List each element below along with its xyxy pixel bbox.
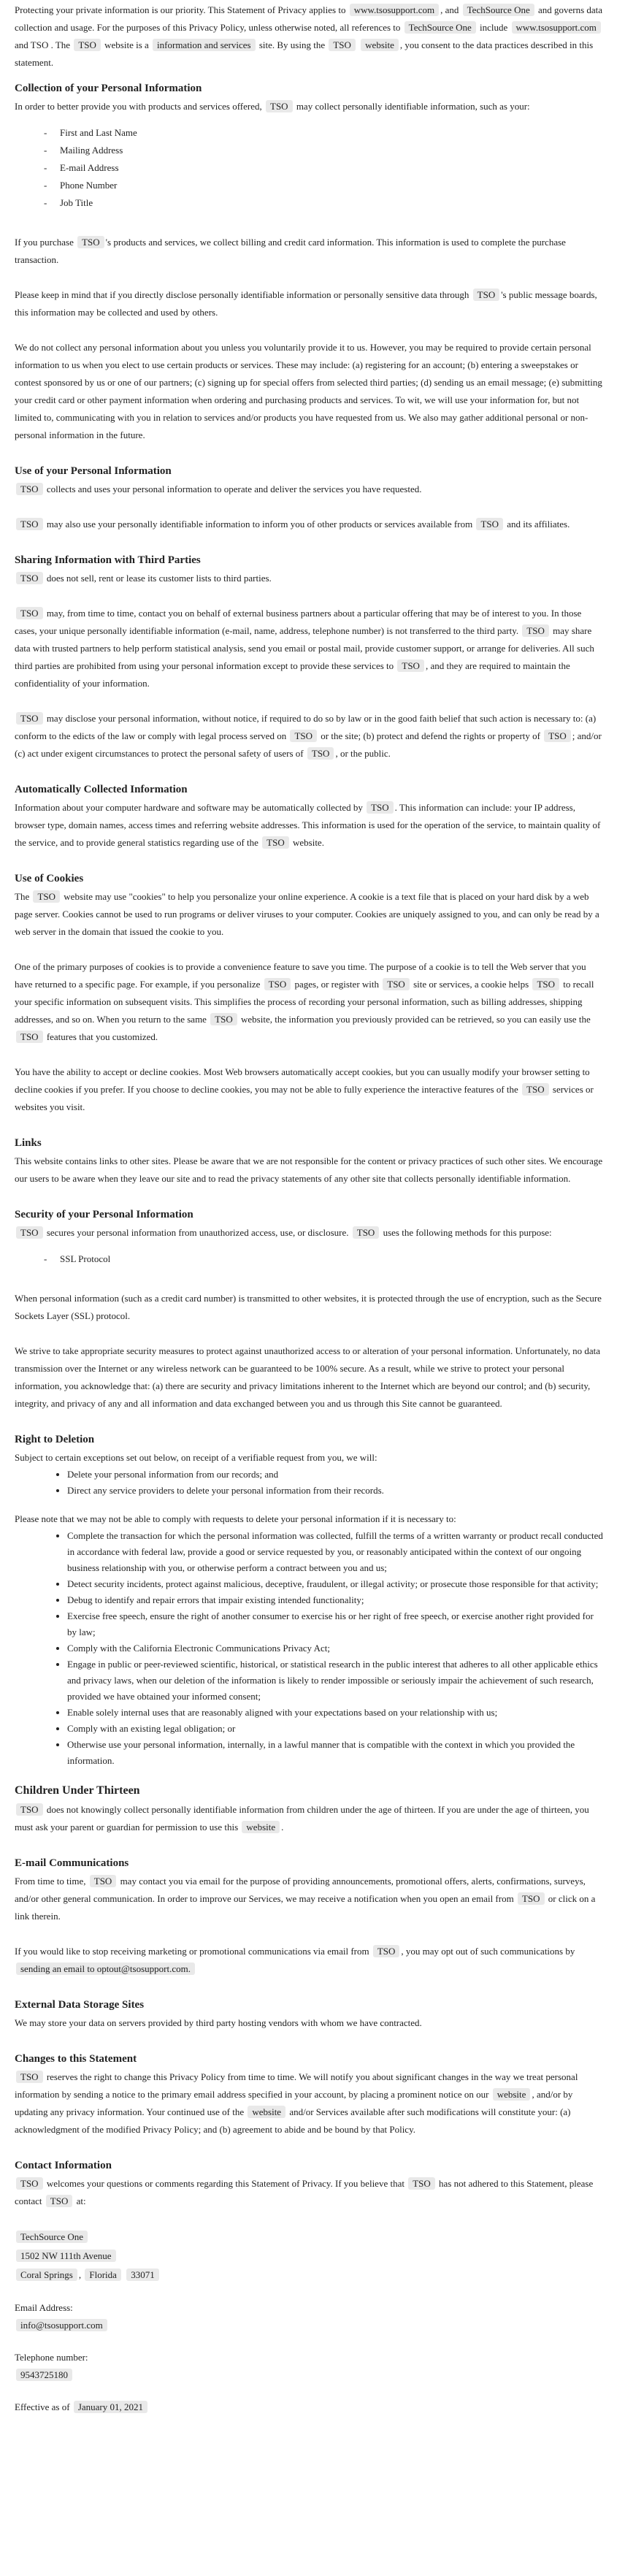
address-state: Florida [85, 2269, 121, 2281]
deletion-exceptions-list [15, 1528, 603, 1769]
site-type: information and services [153, 39, 256, 51]
purchase-text: If you purchase [15, 237, 74, 248]
list-item: • Complete the transaction for which the personal information was collected, fulfill the terms of a written warranty or product recall conducted in accordance with federal law, provide a good or service requested by you, or reasonably anticipated within the context of our ongoing business relationship with you, or otherwise perform a contract between you and us; [67, 1528, 603, 1576]
company-short: TSO [522, 1083, 549, 1096]
share-text: does not sell, rent or lease its customer lists to third parties. [46, 573, 272, 584]
cookies-text: pages, or register with [294, 979, 380, 990]
share-text: , or the public. [335, 748, 391, 759]
cookies-paragraph-1 [15, 888, 603, 941]
company-short: TSO [16, 1803, 43, 1816]
changes-text: and/or Services available after such modifications will constitute your: (a) acknowledgment of the modified Privacy Policy; and (b) agreement to abide and be bound by that Policy. [15, 2106, 571, 2135]
children-paragraph [15, 1801, 603, 1836]
security-text: uses the following methods for this purpose: [383, 1227, 552, 1238]
company-short: TSO [16, 572, 43, 584]
auto-paragraph [15, 799, 603, 852]
cookies-text: site or services, a cookie helps [413, 979, 529, 990]
links-paragraph: This website contains links to other sites. Please be aware that we are not responsible for the content or privacy practices of such other sites. We encourage our users to be aware when they leave our site and to read the privacy statements of any other site that collects personally identifiable information. [15, 1155, 603, 1184]
company-name: TechSource One [463, 4, 534, 16]
list-item: - First and Last Name [44, 124, 603, 142]
heading-email: E-mail Communications [15, 1857, 129, 1869]
cookies-text: to recall your specific information on subsequent visits. This simplifies the process of recording your personal information, such as billing addresses, shipping addresses, and so on. When you return to the same [15, 979, 594, 1025]
effective-label: Effective as of [15, 2401, 70, 2412]
heading-use: Use of your Personal Information [15, 465, 172, 477]
list-item: • Otherwise use your personal information, internally, in a lawful manner that is compatible with the context in which you provided the information. [67, 1737, 603, 1769]
address-street: 1502 NW 111th Avenue [16, 2250, 116, 2262]
heading-cookies: Use of Cookies [15, 873, 84, 884]
deletion-paragraph-1: Subject to certain exceptions set out below, on receipt of a verifiable request from you, we will: [15, 1452, 377, 1463]
heading-security: Security of your Personal Information [15, 1209, 193, 1220]
collection-text: may collect personally identifiable information, such as your: [296, 101, 530, 112]
list-item: - E-mail Address [44, 159, 603, 177]
public-text: Please keep in mind that if you directly disclose personally identifiable information or personally sensitive data through [15, 289, 469, 300]
cookies-text: website may use "cookies" to help you personalize your online experience. A cookie is a text file that is placed on your hard disk by a web page server. Cookies cannot be used to run programs or deliver viruses to your computer. Cookies are uniquely assigned to you, and can only be read by a web server in the domain that issued the cookie to you. [15, 891, 599, 937]
cookies-text: website, the information you previously provided can be retrieved, so you can easily use the [241, 1014, 591, 1025]
company-short: TSO [46, 2195, 73, 2207]
heading-changes: Changes to this Statement [15, 2053, 137, 2065]
list-item: - Phone Number [44, 177, 603, 194]
email-paragraph-1 [15, 1873, 603, 1925]
intro-text: include [480, 22, 508, 33]
site-word: website [361, 39, 399, 51]
site-word: website [493, 2088, 531, 2101]
company-short: TSO [383, 978, 410, 990]
company-name: TechSource One [404, 21, 476, 34]
children-text: does not knowingly collect personally identifiable information from children under the age of thirteen. If you are under the age of thirteen, you must ask your parent or guardian for permission to use this [15, 1804, 589, 1832]
company-short: TSO [544, 730, 571, 742]
email-text: may contact you via email for the purpose of providing announcements, promotional offers, alerts, confirmations, surveys, and/or other general communication. In order to improve our Services, we may receive a notification when you open an email from [15, 1876, 586, 1904]
security-methods-list [15, 1250, 603, 1268]
share-text: may, from time to time, contact you on behalf of external business partners about a particular offering that may be of interest to you. In those cases, your unique personally identifiable information (e-mail, name, address, telephone number) is not transferred to the third party. [15, 608, 582, 636]
list-item: • Enable solely internal uses that are reasonably aligned with your expectations based on your relationship with us; [67, 1705, 603, 1721]
contact-email: info@tsosupport.com [16, 2319, 107, 2331]
share-text: ; and/or (c) act under exigent circumstances to protect the personal safety of users of [15, 730, 602, 759]
company-short: TSO [74, 39, 101, 51]
address-city: Coral Springs [16, 2269, 77, 2281]
auto-text: website. [292, 837, 324, 848]
security-paragraph-2: When personal information (such as a credit card number) is transmitted to other websites, it is protected through the use of encryption, such as the Secure Sockets Layer (SSL) protocol. [15, 1293, 602, 1321]
list-item: • Comply with the California Electronic Communications Privacy Act; [67, 1640, 603, 1656]
auto-text: Information about your computer hardware and software may be automatically collected by [15, 802, 363, 813]
optout-email: sending an email to optout@tsosupport.com. [16, 1962, 195, 1975]
company-short: TSO [16, 1226, 43, 1239]
site-url: www.tsosupport.com [350, 4, 439, 16]
company-short: TSO [476, 518, 503, 530]
email-paragraph-2 [15, 1943, 603, 1978]
share-text: may disclose your personal information, without notice, if required to do so by law or in the good faith belief that such action is necessary to: (a) conform to the edicts of the law or comply with legal process served on [15, 713, 597, 741]
heading-sharing: Sharing Information with Third Parties [15, 554, 201, 566]
email-text: From time to time, [15, 1876, 86, 1887]
company-short: TSO [353, 1226, 380, 1239]
email-text: or click on a link therein. [15, 1893, 596, 1922]
share-text: , and they are required to maintain the confidentiality of your information. [15, 660, 570, 689]
cookies-text: services or websites you visit. [15, 1084, 594, 1112]
company-short: TSO [522, 624, 549, 637]
list-item: • Detect security incidents, protect against malicious, deceptive, fraudulent, or illegal activity; or prosecute those responsible for that activity; [67, 1576, 603, 1592]
security-paragraph-1 [15, 1224, 603, 1242]
company-short: TSO [77, 236, 104, 248]
effective-date: January 01, 2021 [74, 2401, 147, 2413]
children-text: . [281, 1822, 284, 1832]
company-short: TSO [532, 978, 559, 990]
contact-text: has not adhered to this Statement, please contact [15, 2178, 594, 2206]
heading-auto-collected: Automatically Collected Information [15, 784, 188, 795]
heading-children: Children Under Thirteen [15, 1784, 140, 1797]
use-text: and its affiliates. [507, 519, 570, 530]
contact-paragraph [15, 2175, 603, 2210]
share-text: or the site; (b) protect and defend the rights or property of [321, 730, 540, 741]
list-item: - Job Title [44, 194, 603, 212]
collection-list [15, 124, 603, 212]
company-short: TSO [264, 978, 291, 990]
company-short: TSO [16, 483, 43, 495]
changes-text: reserves the right to change this Privacy Policy from time to time. We will notify you about significant changes in the way we treat personal information by sending a notice to the primary email address specified in your account, by placing a prominent notice on our [15, 2071, 578, 2100]
company-short: TSO [16, 1031, 43, 1043]
list-item: • Delete your personal information from our records; and [67, 1467, 603, 1483]
site-word: website [242, 1821, 280, 1833]
share-paragraph-2 [15, 605, 603, 692]
collection-text: In order to better provide you with products and services offered, [15, 101, 262, 112]
intro-text: website is a [104, 39, 149, 50]
company-short: TSO [473, 288, 500, 301]
company-short: TSO [307, 747, 334, 760]
company-name: TechSource One [16, 2231, 88, 2243]
email-label: Email Address: [15, 2302, 73, 2313]
company-short: TSO [33, 890, 60, 903]
phone-label: Telephone number: [15, 2352, 88, 2363]
intro-text: site. By using the [258, 39, 326, 50]
no-collect-paragraph: We do not collect any personal information about you unless you voluntarily provide it to us. However, you may be required to provide certain personal information to us when you elect to use certain products or services. These may include: (a) registering for an account; (b) entering a sweepstakes or contest sponsored by us or one of our partners; (c) signing up for special offers from selected third parties; (d) sending us an email message; (e) submitting your credit card or other payment information when ordering and purchasing products and services. To wit, we will use your information for, but not limited to, communicating with you in relation to services and/or products you have requested from us. We also may gather additional personal or non-personal information in the future. [15, 342, 602, 440]
company-short: TSO [329, 39, 356, 51]
intro-text: and governs data collection and usage. For the purposes of this Privacy Policy, unless otherwise noted, all references to [15, 4, 603, 33]
cookies-text: You have the ability to accept or decline cookies. Most Web browsers automatically accept cookies, but you can usually modify your browser setting to decline cookies if you prefer. If you choose to decline cookies, you may not be able to fully experience the interactive features of the [15, 1066, 590, 1095]
contact-text: at: [76, 2195, 86, 2206]
effective-date-line [15, 2399, 603, 2416]
email-text: If you would like to stop receiving marketing or promotional communications via email from [15, 1946, 369, 1957]
storage-paragraph: We may store your data on servers provided by third party hosting vendors with whom we have contracted. [15, 2017, 422, 2028]
company-short: TSO [397, 660, 424, 672]
site-url: www.tsosupport.com [512, 21, 601, 34]
cookies-paragraph-3 [15, 1063, 603, 1116]
deletion-list [15, 1467, 603, 1499]
contact-text: welcomes your questions or comments regarding this Statement of Privacy. If you believe that [46, 2178, 404, 2189]
company-short: TSO [290, 730, 317, 742]
heading-links: Links [15, 1137, 42, 1149]
use-text: may also use your personally identifiable information to inform you of other products or services available from [46, 519, 473, 530]
intro-text: , and [440, 4, 459, 15]
company-short: TSO [16, 2177, 43, 2190]
deletion-paragraph-2: Please note that we may not be able to comply with requests to delete your personal information if it is necessary to: [15, 1513, 456, 1524]
contact-address: TechSource One 1502 NW 111th Avenue Coral Springs , Florida 33071 [15, 2228, 603, 2285]
company-short: TSO [16, 712, 43, 725]
changes-paragraph [15, 2068, 603, 2139]
list-item: • Engage in public or peer-reviewed scientific, historical, or statistical research in the public interest that adheres to all other applicable ethics and privacy laws, when our deletion of the information is likely to render impossible or seriously impair the achievement of such research, provided we have obtained your informed consent; [67, 1656, 603, 1705]
list-item: • Comply with an existing legal obligation; or [67, 1721, 603, 1737]
use-text: collects and uses your personal information to operate and deliver the services you have requested. [46, 484, 422, 494]
share-paragraph-1 [15, 570, 603, 587]
list-item: • Debug to identify and repair errors that impair existing intended functionality; [67, 1592, 603, 1608]
company-short: TSO [16, 607, 43, 619]
company-short: TSO [373, 1945, 400, 1957]
purchase-paragraph [15, 234, 603, 269]
company-short: TSO [266, 100, 293, 112]
security-paragraph-3: We strive to take appropriate security measures to protect against unauthorized access to or alteration of your personal information. Unfortunately, no data transmission over the Internet or any wireless network can be guaranteed to be 100% secure. As a result, while we strive to protect your personal information, you acknowledge that: (a) there are security and privacy limitations inherent to the Internet which are beyond our control; and (b) security, integrity, and privacy of any and all information and data exchanged between you and us through this Site cannot be guaranteed. [15, 1345, 601, 1409]
company-short: TSO [367, 801, 394, 814]
use-paragraph-2 [15, 516, 603, 533]
site-word: website [248, 2106, 285, 2118]
company-short: TSO [408, 2177, 435, 2190]
heading-collection: Collection of your Personal Information [15, 83, 202, 94]
changes-text: , and/or by updating any privacy information. Your continued use of the [15, 2089, 573, 2117]
cookies-text: One of the primary purposes of cookies is to provide a convenience feature to save you time. The purpose of a cookie is to tell the Web server that you have returned to a specific page. For example, if you personalize [15, 961, 586, 990]
list-item: • Direct any service providers to delete your personal information from their records. [67, 1483, 603, 1499]
company-short: TSO [16, 518, 43, 530]
heading-deletion: Right to Deletion [15, 1434, 95, 1445]
list-item: - SSL Protocol [44, 1250, 603, 1268]
company-short: TSO [16, 2071, 43, 2083]
company-short: TSO [210, 1013, 237, 1025]
collection-paragraph [15, 98, 603, 115]
public-boards-paragraph [15, 286, 603, 321]
heading-storage: External Data Storage Sites [15, 1999, 145, 2011]
auto-text: . This information can include: your IP address, browser type, domain names, access times and referring website addresses. This information is used for the operation of the service, to maintain quality of the service, and to provide general statistics regarding use of the [15, 802, 601, 848]
intro-text: Protecting your private information is our priority. This Statement of Privacy applies to [15, 4, 346, 15]
use-paragraph-1 [15, 481, 603, 498]
purchase-text: 's products and services, we collect billing and credit card information. This information is used to complete the purchase transaction. [15, 237, 566, 265]
company-short: TSO [518, 1892, 545, 1905]
list-item: • Exercise free speech, ensure the right of another consumer to exercise his or her right of free speech, or exercise another right provided for by law; [67, 1608, 603, 1640]
heading-contact: Contact Information [15, 2160, 112, 2171]
cookies-text: The [15, 891, 30, 902]
intro-text: , you consent to the data practices described in this statement. [15, 39, 594, 68]
email-text: , you may opt out of such communications by [401, 1946, 575, 1957]
share-paragraph-3 [15, 710, 603, 763]
company-short: TSO [90, 1875, 117, 1887]
cookies-paragraph-2 [15, 958, 603, 1046]
list-item: - Mailing Address [44, 142, 603, 159]
intro-text: and TSO . The [15, 39, 71, 50]
share-text: may share data with trusted partners to help perform statistical analysis, send you email or postal mail, provide customer support, or arrange for deliveries. All such third parties are prohibited from using your personal information except to provide these services to [15, 625, 594, 671]
cookies-text: features that you customized. [46, 1031, 158, 1042]
contact-phone: 9543725180 [16, 2369, 72, 2381]
address-zip: 33071 [126, 2269, 159, 2281]
intro-paragraph [15, 1, 603, 72]
public-text: 's public message boards, this information may be collected and used by others. [15, 289, 597, 318]
company-short: TSO [262, 836, 289, 849]
security-text: secures your personal information from unauthorized access, use, or disclosure. [46, 1227, 349, 1238]
